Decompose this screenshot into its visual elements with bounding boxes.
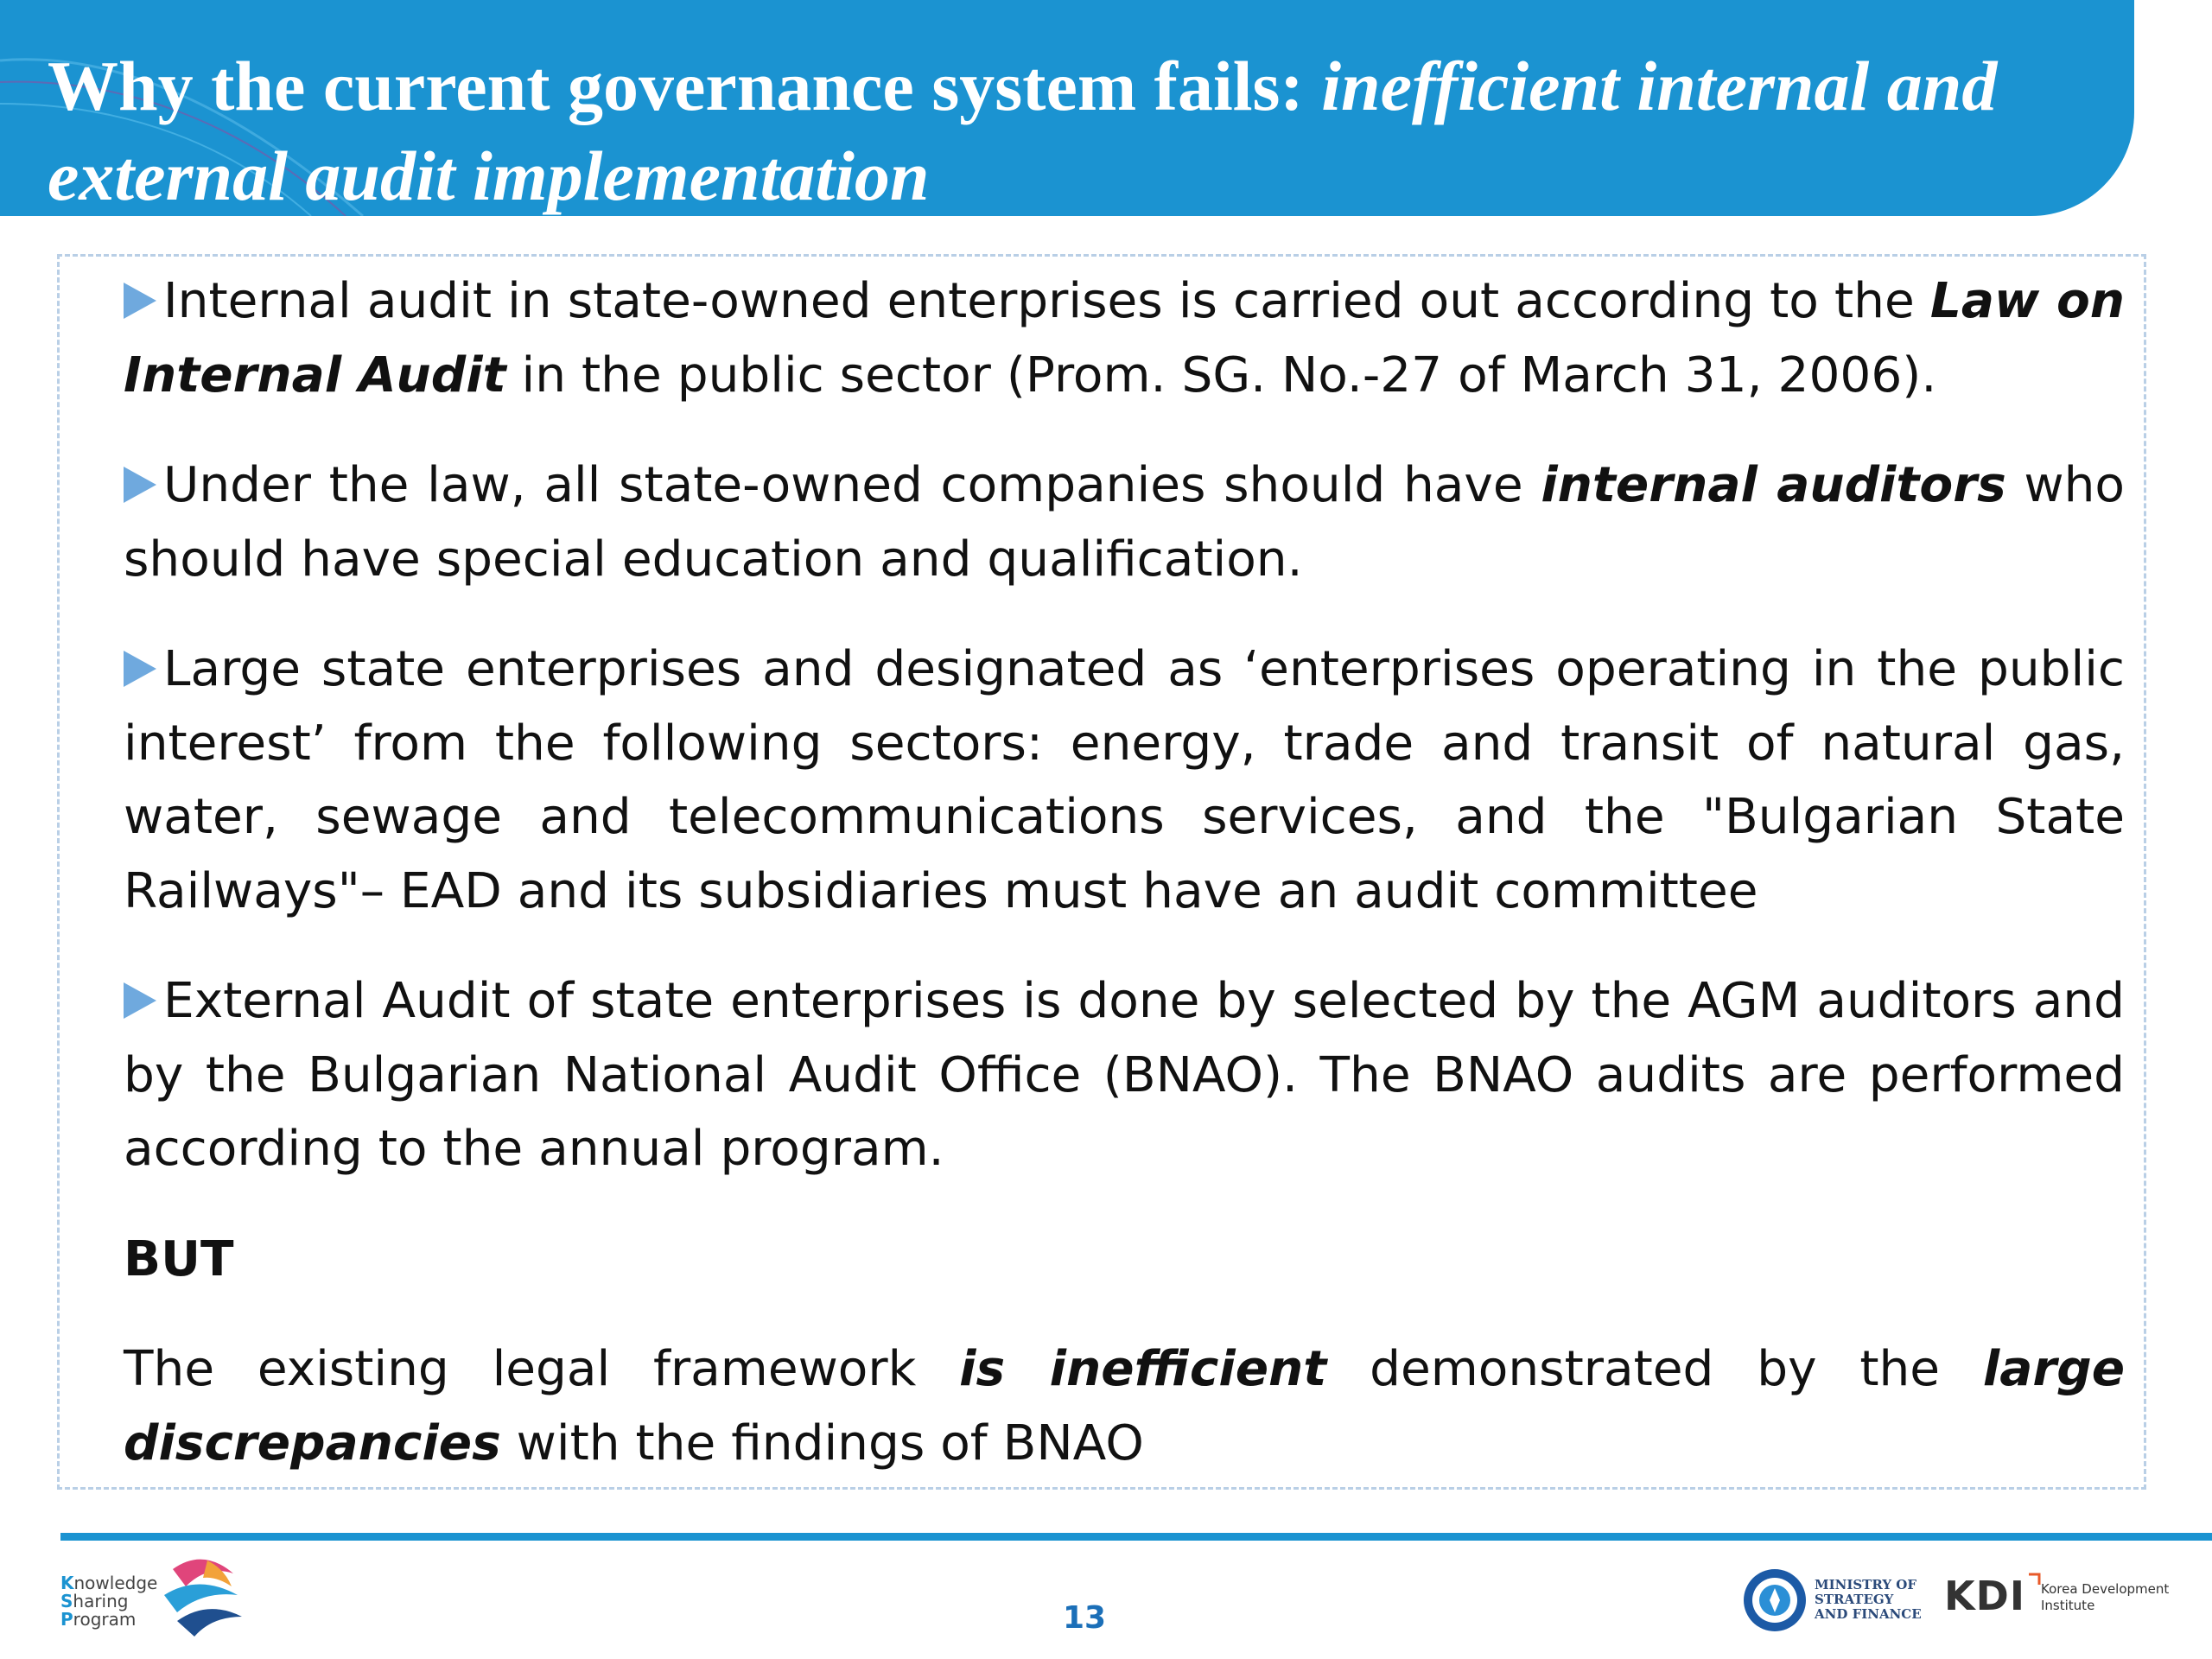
kdi-logo [1944,1573,2169,1633]
footer-divider [60,1533,2212,1541]
page-title: Why the current governance system fails: inefficient internal and external audit implementation [48,47,1998,215]
kdi-accent-icon [2029,1573,2041,1585]
bullet-paragraph: Under the law, all state-owned companies should have internal auditors who should have special education and qualification. [124,457,2125,588]
ministry-emblem-icon [1742,1567,1808,1633]
ministry-text: MINISTRY OF STRATEGY AND FINANCE [1815,1577,1922,1622]
ministry-logo [1742,1566,1923,1635]
kdi-logo-icon: KDI [1944,1573,2025,1619]
bullet-paragraph: External Audit of state enterprises is done by selected by the AGM auditors and by the Bulgarian National Audit Office (BNAO). The BNAO audits are performed according to the annual program. [124,973,2125,1177]
ksp-logo-icon [156,1552,251,1638]
ksp-logo [60,1552,251,1638]
triangle-right-icon [124,651,156,687]
triangle-right-icon [124,467,156,503]
slide-body [124,264,2125,1516]
triangle-right-icon [124,283,156,319]
conclusion-paragraph: The existing legal framework is inefficient demonstrated by the large discrepancies with the findings of BNAO [124,1341,2126,1471]
bullet-paragraph: Large state enterprises and designated as ‘enterprises operating in the public interest’ from the following sectors: energy, trade and transit of natural gas, water, sewage and telecommunications services, and the "Bulgarian State Railways"– EAD and its subsidiaries must have an audit committee [124,641,2125,919]
title-banner [0,0,2134,216]
triangle-right-icon [124,982,156,1019]
but-label: BUT [124,1230,234,1287]
page-number: 13 [1062,1600,1107,1636]
ksp-logo-text: Knowledge Sharing Program [60,1573,158,1630]
kdi-text: Korea Development Institute [2041,1581,2170,1613]
bullet-paragraph: Internal audit in state-owned enterprises is carried out according to the Law on Internal Audit in the public sector (Prom. SG. No.-27 of March 31, 2006). [124,273,2125,404]
